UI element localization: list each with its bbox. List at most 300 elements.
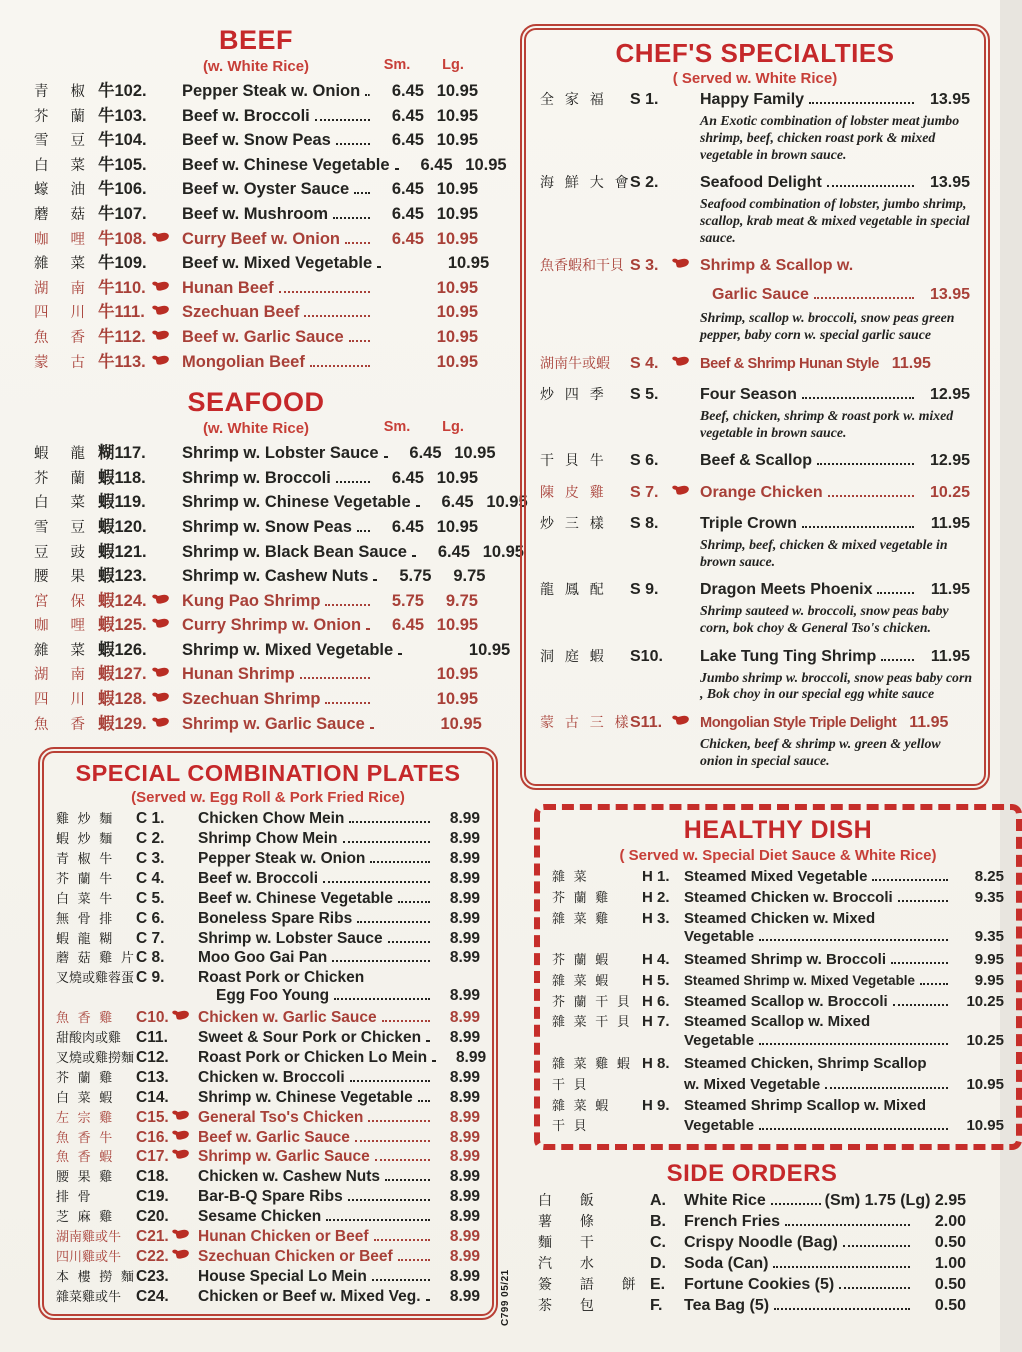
menu-item <box>34 660 478 685</box>
menu-item-row <box>34 562 486 587</box>
dish-name: Dragon Meets Phoenix <box>700 581 873 599</box>
dish-name: Vegetable <box>684 1117 755 1135</box>
dot-leader <box>385 1179 430 1181</box>
dish-name: Shrimp w. Broccoli <box>182 468 331 487</box>
menu-item <box>540 286 970 344</box>
dot-leader <box>370 727 374 729</box>
item-number: C 2. <box>136 830 165 848</box>
price: 11.95 <box>930 647 970 665</box>
dot-leader <box>334 998 430 1000</box>
chili-pepper-icon <box>175 1248 190 1259</box>
price: 8.99 <box>449 949 480 967</box>
chinese-label: 芝 麻 雞 <box>56 1209 113 1225</box>
chinese-label: 湖南牛或蝦 <box>540 354 610 371</box>
chefs-specialties-box <box>520 24 990 790</box>
dish-description: Shrimp sauteed w. broccoli, snow peas baby corn, bok choy & General Tso's chicken. <box>700 603 949 636</box>
item-number: C20. <box>136 1208 169 1226</box>
price-large: 9.75 <box>445 591 478 610</box>
chinese-label: 白 菜 <box>34 157 86 174</box>
dot-leader <box>398 653 402 655</box>
chinese-label: 蝦 炒 麵 <box>56 831 113 847</box>
healthy-subtitle-row <box>552 845 1004 866</box>
right-column <box>520 24 1004 1316</box>
menu-item <box>538 1211 966 1232</box>
menu-item <box>34 710 482 735</box>
dish-name: Steamed Chicken w. Mixed <box>684 909 876 927</box>
menu-item <box>34 323 478 348</box>
menu-item-row <box>34 126 478 151</box>
chinese-label: 湖南雞或牛 <box>56 1228 122 1244</box>
chefs-subtitle-row <box>540 68 970 89</box>
spicy-marker-slot <box>176 1114 198 1122</box>
price: 0.50 <box>934 1276 966 1294</box>
chinese-label: 芥 蘭 牛 <box>56 870 113 886</box>
combination-plates-inner <box>42 751 494 1315</box>
chinese-label: 咖 哩 <box>34 231 86 248</box>
dot-leader <box>350 1080 430 1082</box>
dish-name: House Special Lo Mein <box>198 1267 367 1285</box>
menu-item <box>538 1190 966 1211</box>
price: 1.00 <box>934 1255 966 1273</box>
item-number: H 8. <box>642 1055 670 1073</box>
price: 8.99 <box>449 1029 481 1047</box>
chinese-label: 腰 果 雞 <box>56 1169 113 1185</box>
menu-item-row <box>538 1211 966 1232</box>
menu-item-row <box>56 1107 480 1127</box>
chinese-label: 雜 菜 <box>34 642 86 659</box>
menu-item <box>552 908 1004 929</box>
chinese-label: 雜 菜 蝦 <box>552 972 609 988</box>
price: 8.99 <box>449 1009 480 1027</box>
dish-name: Szechuan Shrimp <box>182 690 321 709</box>
dish-name: Curry Shrimp w. Onion <box>182 616 362 635</box>
dish-name: Egg Foo Young <box>216 987 330 1005</box>
price: 8.99 <box>449 1148 480 1166</box>
item-number: 牛112. <box>98 327 146 346</box>
price: 8.25 <box>974 867 1004 885</box>
chinese-label: 干 貝 <box>552 1118 587 1134</box>
menu-item-row <box>552 1011 1004 1032</box>
price: (Sm) 1.75 (Lg) 2.95 <box>824 1192 966 1210</box>
chinese-label: 蝦 龍 <box>34 446 86 463</box>
menu-item <box>56 928 480 948</box>
menu-item-row <box>56 828 480 848</box>
menu-item-row <box>34 611 478 636</box>
dish-name: Shrimp w. Garlic Sauce <box>182 714 365 733</box>
menu-item-row <box>56 1027 480 1047</box>
dish-name: Beef w. Garlic Sauce <box>182 327 344 346</box>
chili-pepper-icon <box>675 484 690 495</box>
item-number: 蝦124. <box>98 591 147 610</box>
menu-item <box>34 685 478 710</box>
spicy-marker-slot <box>156 359 182 367</box>
dish-name: Shrimp Chow Mein <box>198 830 338 848</box>
combo-subtitle: (Served w. Egg Roll & Pork Fried Rice) <box>131 789 405 807</box>
menu-item <box>56 947 480 967</box>
item-number: C17. <box>136 1148 169 1166</box>
price-large: 10.95 <box>436 690 478 709</box>
price: 8.99 <box>449 869 480 887</box>
dot-leader <box>828 495 914 497</box>
dot-leader <box>774 1308 910 1310</box>
spicy-marker-slot <box>156 598 182 606</box>
menu-item-row <box>56 1266 480 1286</box>
dish-name: Pepper Steak w. Onion <box>182 82 361 100</box>
price-small: 6.45 <box>391 180 424 199</box>
lg-label: Lg. <box>442 57 464 73</box>
menu-item-row <box>540 712 970 735</box>
price-large: 10.95 <box>436 82 478 100</box>
side-order-items <box>538 1190 966 1316</box>
chili-pepper-icon <box>175 1109 190 1120</box>
menu-item-row <box>540 255 970 278</box>
price: 13.95 <box>929 173 970 191</box>
chinese-label: 芥 蘭 蝦 <box>552 952 609 968</box>
price-large: 10.95 <box>436 278 478 297</box>
chinese-label: 麵 干 <box>538 1234 594 1251</box>
dot-leader <box>891 962 948 964</box>
dot-leader <box>333 217 370 219</box>
menu-item <box>34 77 478 102</box>
menu-item-row <box>540 513 970 536</box>
item-number: H 9. <box>642 1096 670 1114</box>
chinese-label: 左 宗 雞 <box>56 1109 113 1125</box>
dish-name: Steamed Scallop w. Broccoli <box>684 992 888 1010</box>
item-number: C 3. <box>136 850 165 868</box>
price-large: 10.95 <box>440 714 482 733</box>
dot-leader <box>348 1199 430 1201</box>
item-number: 牛113. <box>98 352 146 371</box>
menu-item <box>56 1266 480 1286</box>
dot-leader <box>304 315 370 317</box>
menu-item-row <box>538 1295 966 1316</box>
item-number: C24. <box>136 1287 169 1305</box>
dish-name: Beef w. Broccoli <box>182 106 310 125</box>
item-number: C10. <box>136 1009 169 1027</box>
item-number: 牛103. <box>98 106 147 125</box>
chefs-items <box>540 89 973 769</box>
menu-item-row <box>56 1166 480 1186</box>
menu-item <box>34 348 478 373</box>
price: 8.99 <box>449 1188 480 1206</box>
dish-name: General Tso's Chicken <box>198 1108 364 1126</box>
dish-name: w. Mixed Vegetable <box>684 1075 821 1093</box>
dish-name: Beef & Scallop <box>700 452 813 470</box>
item-number: S10. <box>630 647 663 665</box>
menu-item-row <box>56 908 480 928</box>
dot-leader <box>384 456 388 458</box>
menu-item-row <box>34 151 507 176</box>
price: 10.25 <box>929 483 970 501</box>
item-number: 蝦121. <box>98 542 147 561</box>
menu-item-row <box>34 710 482 735</box>
dot-leader <box>839 1287 910 1289</box>
dish-name: Chicken w. Garlic Sauce <box>198 1009 377 1027</box>
item-number: S 1. <box>630 91 659 108</box>
dot-leader <box>418 1100 430 1102</box>
menu-item-row <box>34 587 478 612</box>
chinese-label: 簽 語 餅 <box>538 1276 636 1293</box>
healthy-title: HEALTHY DISH <box>683 815 873 844</box>
price-large: 10.95 <box>436 468 478 487</box>
item-number: C15. <box>136 1108 169 1126</box>
dot-leader <box>325 604 370 606</box>
dish-name: Steamed Scallop w. Mixed <box>684 1013 871 1031</box>
chinese-label: 芥 蘭 <box>34 108 86 125</box>
menu-item <box>540 579 970 637</box>
menu-item <box>56 1146 480 1166</box>
menu-item <box>552 1115 1004 1136</box>
price: 8.99 <box>449 889 480 907</box>
menu-item-row <box>34 225 478 250</box>
price: 8.99 <box>449 1267 480 1285</box>
menu-item-row <box>56 1186 480 1206</box>
price: 8.99 <box>449 1108 480 1126</box>
menu-item <box>34 249 490 274</box>
item-number: C14. <box>136 1088 169 1106</box>
item-number: 蝦118. <box>98 468 146 487</box>
dish-name: Beef w. Chinese Vegetable <box>182 155 390 174</box>
dot-leader <box>374 1239 430 1241</box>
menu-item-row <box>34 323 478 348</box>
menu-item <box>56 1226 480 1246</box>
price: 8.99 <box>449 1128 480 1146</box>
chinese-label: 芥 蘭 干 貝 <box>552 993 630 1009</box>
dish-name: Shrimp w. Garlic Sauce <box>198 1148 370 1166</box>
chinese-label: 炒 三 樣 <box>540 515 604 532</box>
item-letter: A. <box>650 1192 666 1210</box>
price-large: 10.95 <box>436 131 478 150</box>
item-number: C 1. <box>136 810 165 828</box>
seafood-title: SEAFOOD <box>187 387 325 418</box>
dot-leader <box>759 939 948 941</box>
dish-name: Steamed Shrimp w. Broccoli <box>684 951 886 969</box>
item-number: 蝦125. <box>98 616 147 635</box>
menu-item <box>56 1127 480 1147</box>
chinese-label: 蒙 古 三 樣 <box>540 713 629 730</box>
chinese-label: 龍 鳳 配 <box>540 581 604 598</box>
price-large: 10.95 <box>465 155 507 174</box>
dot-leader <box>898 900 948 902</box>
chinese-label: 雜 菜 雞 <box>552 910 609 926</box>
price: 8.99 <box>449 1287 480 1305</box>
combination-plates-box <box>38 747 498 1319</box>
dot-leader <box>336 481 370 483</box>
menu-item <box>552 970 1004 991</box>
menu-item-row <box>552 1115 1004 1136</box>
price-small: 6.45 <box>391 204 424 223</box>
beef-subtitle-row <box>34 56 478 77</box>
menu-item-row <box>56 1047 487 1067</box>
menu-item <box>56 967 480 987</box>
dish-description: Chicken, beef & shrimp w. green & yellow onion in special sauce. <box>700 735 941 768</box>
menu-item-row <box>56 868 480 888</box>
chefs-title: CHEF'S SPECIALTIES <box>615 38 895 68</box>
menu-item-row <box>34 200 478 225</box>
item-number: 蝦119. <box>98 493 146 512</box>
price: 8.99 <box>449 1247 480 1265</box>
combo-title: SPECIAL COMBINATION PLATES <box>75 760 461 787</box>
dish-name: Mongolian Style Triple Delight <box>700 714 897 731</box>
dish-name: White Rice <box>684 1192 766 1210</box>
dot-leader <box>759 1043 948 1045</box>
menu-item <box>34 464 478 489</box>
menu-item <box>56 1166 480 1186</box>
price: 8.99 <box>449 830 480 848</box>
chili-pepper-icon <box>175 1010 190 1021</box>
chili-pepper-icon <box>155 231 170 242</box>
dot-leader <box>814 297 914 299</box>
price-large: 10.95 <box>436 352 478 371</box>
chinese-label: 干 貝 <box>552 1076 587 1092</box>
chinese-label: 咖 哩 <box>34 618 86 635</box>
item-letter: E. <box>650 1276 666 1294</box>
spicy-marker-slot <box>176 1153 198 1161</box>
dish-name: Chicken w. Broccoli <box>198 1068 345 1086</box>
price: 12.95 <box>929 452 970 470</box>
menu-item <box>34 488 528 513</box>
item-number: C12. <box>136 1048 169 1066</box>
menu-item-row <box>34 464 478 489</box>
dish-name: Beef w. Oyster Sauce <box>182 180 350 199</box>
menu-item <box>540 384 970 442</box>
chili-pepper-icon <box>155 716 170 727</box>
chinese-label: 雜 菜 <box>552 868 587 884</box>
menu-item-row <box>34 249 490 274</box>
item-number: 牛107. <box>98 204 147 223</box>
menu-item-row <box>56 808 480 828</box>
price: 0.50 <box>934 1234 966 1252</box>
menu-item <box>538 1295 966 1316</box>
menu-item <box>552 928 1004 949</box>
chinese-label: 薯 條 <box>538 1213 594 1230</box>
menu-item <box>34 225 478 250</box>
price-large: 10.95 <box>436 517 478 536</box>
menu-item-row <box>540 646 970 669</box>
menu-item <box>552 1074 1004 1095</box>
price-large: 10.95 <box>436 180 478 199</box>
price-large: 10.95 <box>454 444 496 463</box>
item-number: 牛108. <box>98 229 147 248</box>
chinese-label: 白 菜 牛 <box>56 890 113 906</box>
price-small: 6.45 <box>420 155 453 174</box>
chinese-label: 雪 豆 <box>34 519 86 536</box>
menu-item-row <box>34 439 496 464</box>
chinese-label: 雜 菜 蝦 <box>552 1097 609 1113</box>
dish-name: Beef & Shrimp Hunan Style <box>700 355 879 372</box>
item-number: H 3. <box>642 909 670 927</box>
chinese-label: 四川雞或牛 <box>56 1248 122 1264</box>
menu-item-row <box>56 1146 480 1166</box>
dot-leader <box>372 1279 430 1281</box>
dot-leader <box>398 901 430 903</box>
price: 10.25 <box>966 992 1004 1010</box>
menu-item-row <box>56 1226 480 1246</box>
chili-pepper-icon <box>155 280 170 291</box>
menu-item <box>34 274 478 299</box>
dish-description: An Exotic combination of lobster meat jumbo shrimp, beef, chicken roast pork & mixed vegetable in brown sauce. <box>700 113 960 162</box>
dot-leader <box>354 192 370 194</box>
price: 9.95 <box>974 951 1004 969</box>
item-number: 蝦126. <box>98 640 147 659</box>
dish-name: Vegetable <box>684 928 755 946</box>
dish-name: Beef w. Mushroom <box>182 204 329 223</box>
item-number: 蝦129. <box>98 714 147 733</box>
dot-leader <box>325 702 370 704</box>
menu-item <box>56 1087 480 1107</box>
dot-leader <box>785 1224 910 1226</box>
lg-label: Lg. <box>442 419 464 436</box>
chinese-label: 魚 香 雞 <box>56 1010 113 1026</box>
dish-name: Vegetable <box>684 1032 755 1050</box>
chinese-label: 全 家 福 <box>540 91 604 107</box>
menu-item-row <box>552 991 1004 1012</box>
dot-leader <box>388 941 430 943</box>
dot-leader <box>349 821 430 823</box>
dish-name: Hunan Shrimp <box>182 665 295 684</box>
dish-name: Sesame Chicken <box>198 1208 322 1226</box>
dish-name: Shrimp w. Snow Peas <box>182 517 352 536</box>
menu-item-row <box>540 450 970 473</box>
item-number: H 6. <box>642 992 670 1010</box>
item-number: S 8. <box>630 515 659 533</box>
chinese-label: 雜菜雞或牛 <box>56 1288 122 1304</box>
item-number: C19. <box>136 1188 169 1206</box>
menu-item-row <box>552 1095 1004 1116</box>
menu-item <box>552 887 1004 908</box>
dish-name: Roast Pork or Chicken <box>198 969 365 987</box>
menu-item <box>34 562 486 587</box>
print-code: C799 05/21 <box>500 1269 511 1326</box>
chili-pepper-icon <box>155 354 170 365</box>
chefs-subtitle: ( Served w. White Rice) <box>672 70 838 87</box>
dish-name: Orange Chicken <box>700 483 823 501</box>
chinese-label: 蘑 菇 <box>34 206 86 223</box>
item-number: S 3. <box>630 256 659 274</box>
chinese-label: 本 樓 撈 麵 <box>56 1268 134 1284</box>
price: 11.95 <box>909 713 949 731</box>
dish-name: Garlic Sauce <box>712 286 809 304</box>
price-small: 6.45 <box>391 468 424 487</box>
item-number: 牛111. <box>98 303 145 322</box>
price-large: 10.95 <box>436 204 478 223</box>
dish-name: Soda (Can) <box>684 1255 769 1273</box>
menu-item <box>56 987 480 1007</box>
menu-item-row <box>538 1232 966 1253</box>
menu-item-row <box>552 928 1004 949</box>
dot-leader <box>343 841 431 843</box>
beef-subtitle: (w. White Rice) <box>202 58 310 75</box>
menu-item <box>538 1274 966 1295</box>
menu-item-row <box>56 1127 480 1147</box>
menu-item-row <box>552 970 1004 991</box>
chinese-label: 芥 蘭 雞 <box>56 1069 113 1085</box>
item-number: C 7. <box>136 929 165 947</box>
menu-item <box>56 1286 480 1306</box>
menu-item-row <box>552 1074 1004 1095</box>
menu-item <box>56 908 480 928</box>
dot-leader <box>877 592 914 594</box>
chinese-label: 干 貝 牛 <box>540 452 604 469</box>
menu-item-row <box>56 1246 480 1266</box>
dish-name: Steamed Shrimp w. Mixed Vegetable <box>684 972 915 988</box>
dish-name: Triple Crown <box>700 515 797 533</box>
menu-item-row <box>552 908 1004 929</box>
menu-item-row <box>34 274 478 299</box>
dish-description: Shrimp, scallop w. broccoli, snow peas green pepper, baby corn w. special garlic sauce <box>700 310 955 343</box>
spicy-marker-slot <box>156 309 182 317</box>
menu-item <box>56 1246 480 1266</box>
